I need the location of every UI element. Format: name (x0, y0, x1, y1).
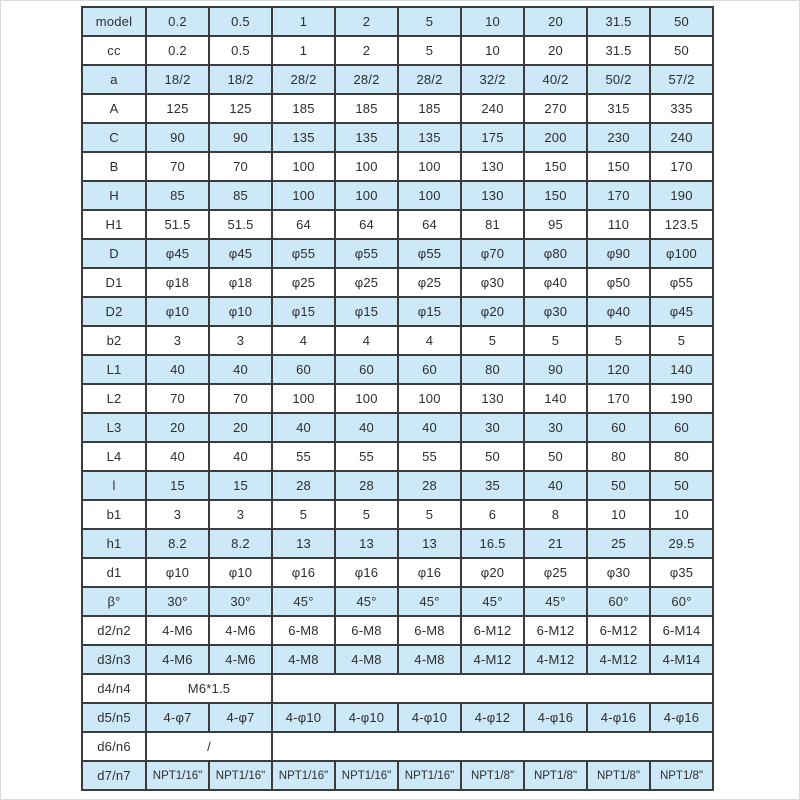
value-cell: 50 (524, 442, 587, 471)
value-cell: 90 (209, 123, 272, 152)
value-cell: φ18 (146, 268, 209, 297)
value-cell: 51.5 (146, 210, 209, 239)
table-row (82, 645, 713, 674)
value-cell: 40 (272, 413, 335, 442)
value-cell: 40/2 (524, 65, 587, 94)
value-cell: φ15 (335, 297, 398, 326)
table-row (82, 761, 713, 790)
value-cell: φ35 (650, 558, 713, 587)
table-row (82, 384, 713, 413)
value-cell: 70 (209, 384, 272, 413)
value-cell: 45° (461, 587, 524, 616)
value-cell: 50 (650, 471, 713, 500)
value-cell: 80 (587, 442, 650, 471)
row-label: d4/n4 (82, 674, 146, 703)
value-cell: 100 (335, 181, 398, 210)
row-label: A (82, 94, 146, 123)
value-cell: 4 (398, 326, 461, 355)
value-cell: φ25 (272, 268, 335, 297)
value-cell: 200 (524, 123, 587, 152)
value-cell: 40 (335, 413, 398, 442)
table-row (82, 94, 713, 123)
value-cell: 335 (650, 94, 713, 123)
value-cell: φ80 (524, 239, 587, 268)
row-label: l (82, 471, 146, 500)
value-cell: 4-M6 (146, 645, 209, 674)
row-label: d6/n6 (82, 732, 146, 761)
row-label: C (82, 123, 146, 152)
value-cell: 28/2 (335, 65, 398, 94)
row-label: b2 (82, 326, 146, 355)
spec-table (81, 6, 714, 791)
value-cell: φ18 (209, 268, 272, 297)
value-cell: 135 (335, 123, 398, 152)
row-label: β° (82, 587, 146, 616)
value-cell: 13 (272, 529, 335, 558)
value-cell: 4-φ16 (650, 703, 713, 732)
value-cell: φ10 (209, 558, 272, 587)
value-cell: φ55 (398, 239, 461, 268)
row-label: L2 (82, 384, 146, 413)
value-cell: 5 (650, 326, 713, 355)
row-label: L1 (82, 355, 146, 384)
value-cell: 185 (272, 94, 335, 123)
table-row (82, 413, 713, 442)
value-cell: φ15 (272, 297, 335, 326)
value-cell: 90 (146, 123, 209, 152)
value-cell: 28 (272, 471, 335, 500)
value-cell: 4-φ10 (335, 703, 398, 732)
value-cell: 50 (461, 442, 524, 471)
value-cell: 31.5 (587, 36, 650, 65)
table-row (82, 703, 713, 732)
value-cell: 135 (272, 123, 335, 152)
table-row (82, 210, 713, 239)
value-cell: 70 (146, 384, 209, 413)
table-row (82, 36, 713, 65)
value-cell: 45° (524, 587, 587, 616)
table-row (82, 616, 713, 645)
value-cell: 4-M8 (335, 645, 398, 674)
value-cell: 40 (524, 471, 587, 500)
value-cell: 100 (398, 152, 461, 181)
value-cell: 30 (461, 413, 524, 442)
value-cell: 45° (272, 587, 335, 616)
value-cell: 140 (524, 384, 587, 413)
value-cell: 50 (650, 36, 713, 65)
value-cell: 230 (587, 123, 650, 152)
value-cell: 6-M8 (335, 616, 398, 645)
value-cell: 10 (587, 500, 650, 529)
column-header: 5 (398, 7, 461, 36)
value-cell: 60 (398, 355, 461, 384)
value-cell: 10 (461, 36, 524, 65)
value-cell: 150 (587, 152, 650, 181)
value-cell: 60 (650, 413, 713, 442)
value-cell: 81 (461, 210, 524, 239)
value-cell: 175 (461, 123, 524, 152)
table-row (82, 500, 713, 529)
value-cell: 185 (335, 94, 398, 123)
value-cell: 5 (335, 500, 398, 529)
value-cell: 50 (587, 471, 650, 500)
value-cell: 45° (335, 587, 398, 616)
value-cell: 5 (524, 326, 587, 355)
value-cell: 190 (650, 384, 713, 413)
value-cell: 170 (650, 152, 713, 181)
value-cell: φ10 (146, 558, 209, 587)
value-cell: φ30 (524, 297, 587, 326)
value-cell: 100 (335, 384, 398, 413)
empty-cell (272, 732, 713, 761)
value-cell: φ20 (461, 558, 524, 587)
row-label: B (82, 152, 146, 181)
value-cell: 4-M6 (146, 616, 209, 645)
table-row (82, 239, 713, 268)
value-cell: 51.5 (209, 210, 272, 239)
value-cell: 3 (209, 500, 272, 529)
value-cell: 270 (524, 94, 587, 123)
value-cell: 8 (524, 500, 587, 529)
value-cell: 4-φ12 (461, 703, 524, 732)
value-cell: 40 (398, 413, 461, 442)
value-cell: φ45 (650, 297, 713, 326)
table-row (82, 152, 713, 181)
value-cell: 185 (398, 94, 461, 123)
row-label: L3 (82, 413, 146, 442)
value-cell: 28/2 (272, 65, 335, 94)
value-cell: 4-M12 (461, 645, 524, 674)
table-row (82, 674, 713, 703)
row-label: L4 (82, 442, 146, 471)
value-cell: NPT1/16" (398, 761, 461, 790)
value-cell: NPT1/8" (524, 761, 587, 790)
value-cell: 10 (650, 500, 713, 529)
value-cell: 4-M8 (398, 645, 461, 674)
value-cell: 123.5 (650, 210, 713, 239)
value-cell: 28/2 (398, 65, 461, 94)
table-body (82, 36, 713, 790)
value-cell: NPT1/16" (209, 761, 272, 790)
table-row (82, 529, 713, 558)
value-cell: 3 (209, 326, 272, 355)
value-cell: 100 (272, 181, 335, 210)
value-cell: φ10 (209, 297, 272, 326)
value-cell: 3 (146, 326, 209, 355)
value-cell: 30° (146, 587, 209, 616)
value-cell: 140 (650, 355, 713, 384)
value-cell: 130 (461, 152, 524, 181)
value-cell: φ40 (587, 297, 650, 326)
value-cell: 150 (524, 152, 587, 181)
value-cell: NPT1/8" (587, 761, 650, 790)
value-cell: 4-φ16 (524, 703, 587, 732)
value-cell: 28 (335, 471, 398, 500)
column-header: 50 (650, 7, 713, 36)
value-cell: 6-M12 (524, 616, 587, 645)
value-cell: 60 (587, 413, 650, 442)
row-label: d2/n2 (82, 616, 146, 645)
value-cell: 8.2 (209, 529, 272, 558)
row-label: D1 (82, 268, 146, 297)
table-row (82, 558, 713, 587)
value-cell: 150 (524, 181, 587, 210)
merged-value-cell: / (146, 732, 272, 761)
value-cell: 4-M8 (272, 645, 335, 674)
value-cell: φ70 (461, 239, 524, 268)
value-cell: 170 (587, 181, 650, 210)
value-cell: φ30 (587, 558, 650, 587)
value-cell: 4-φ16 (587, 703, 650, 732)
row-label: cc (82, 36, 146, 65)
value-cell: φ25 (398, 268, 461, 297)
value-cell: 55 (335, 442, 398, 471)
value-cell: φ45 (146, 239, 209, 268)
column-header: 10 (461, 7, 524, 36)
row-label: h1 (82, 529, 146, 558)
value-cell: 100 (398, 384, 461, 413)
value-cell: 100 (272, 152, 335, 181)
table-row (82, 442, 713, 471)
value-cell: 20 (209, 413, 272, 442)
value-cell: 2 (335, 36, 398, 65)
value-cell: 4-φ7 (209, 703, 272, 732)
value-cell: 85 (146, 181, 209, 210)
value-cell: φ45 (209, 239, 272, 268)
value-cell: 55 (398, 442, 461, 471)
value-cell: 80 (461, 355, 524, 384)
value-cell: 13 (398, 529, 461, 558)
value-cell: 4-φ10 (272, 703, 335, 732)
value-cell: φ20 (461, 297, 524, 326)
value-cell: 64 (398, 210, 461, 239)
value-cell: 90 (524, 355, 587, 384)
value-cell: 130 (461, 384, 524, 413)
value-cell: 4 (272, 326, 335, 355)
column-header: 31.5 (587, 7, 650, 36)
value-cell: 60° (650, 587, 713, 616)
value-cell: φ40 (524, 268, 587, 297)
value-cell: NPT1/16" (146, 761, 209, 790)
value-cell: φ55 (650, 268, 713, 297)
value-cell: φ25 (335, 268, 398, 297)
value-cell: 18/2 (209, 65, 272, 94)
value-cell: 70 (146, 152, 209, 181)
value-cell: φ15 (398, 297, 461, 326)
value-cell: 0.5 (209, 36, 272, 65)
value-cell: φ10 (146, 297, 209, 326)
value-cell: 40 (209, 442, 272, 471)
column-header: 1 (272, 7, 335, 36)
table-row (82, 326, 713, 355)
value-cell: 6-M12 (461, 616, 524, 645)
value-cell: 30 (524, 413, 587, 442)
value-cell: 40 (209, 355, 272, 384)
row-label: d1 (82, 558, 146, 587)
row-label: d3/n3 (82, 645, 146, 674)
value-cell: φ90 (587, 239, 650, 268)
table-row (82, 268, 713, 297)
value-cell: φ16 (272, 558, 335, 587)
value-cell: 70 (209, 152, 272, 181)
value-cell: 4-M6 (209, 645, 272, 674)
value-cell: 6-M8 (272, 616, 335, 645)
value-cell: 0.2 (146, 36, 209, 65)
value-cell: 40 (146, 355, 209, 384)
value-cell: 29.5 (650, 529, 713, 558)
row-label: H (82, 181, 146, 210)
value-cell: 95 (524, 210, 587, 239)
value-cell: φ16 (398, 558, 461, 587)
value-cell: 5 (461, 326, 524, 355)
value-cell: 6-M12 (587, 616, 650, 645)
table-row (82, 732, 713, 761)
value-cell: 100 (398, 181, 461, 210)
value-cell: 4-M12 (524, 645, 587, 674)
value-cell: 120 (587, 355, 650, 384)
value-cell: 8.2 (146, 529, 209, 558)
row-label: a (82, 65, 146, 94)
value-cell: 5 (398, 36, 461, 65)
value-cell: 20 (524, 36, 587, 65)
value-cell: φ100 (650, 239, 713, 268)
value-cell: 6-M14 (650, 616, 713, 645)
table-row (82, 587, 713, 616)
value-cell: 45° (398, 587, 461, 616)
value-cell: NPT1/8" (650, 761, 713, 790)
row-label: H1 (82, 210, 146, 239)
value-cell: 16.5 (461, 529, 524, 558)
value-cell: φ30 (461, 268, 524, 297)
empty-cell (272, 674, 713, 703)
table-row (82, 181, 713, 210)
value-cell: 170 (587, 384, 650, 413)
value-cell: 50/2 (587, 65, 650, 94)
value-cell: 4-φ10 (398, 703, 461, 732)
table-row (82, 471, 713, 500)
row-label: D2 (82, 297, 146, 326)
value-cell: 4-M6 (209, 616, 272, 645)
value-cell: 64 (272, 210, 335, 239)
row-label: b1 (82, 500, 146, 529)
table-row (82, 297, 713, 326)
value-cell: 5 (272, 500, 335, 529)
value-cell: 55 (272, 442, 335, 471)
value-cell: 1 (272, 36, 335, 65)
value-cell: 5 (398, 500, 461, 529)
value-cell: 30° (209, 587, 272, 616)
value-cell: 25 (587, 529, 650, 558)
value-cell: φ55 (335, 239, 398, 268)
value-cell: 28 (398, 471, 461, 500)
value-cell: 60 (272, 355, 335, 384)
value-cell: φ50 (587, 268, 650, 297)
value-cell: NPT1/16" (335, 761, 398, 790)
value-cell: NPT1/16" (272, 761, 335, 790)
value-cell: 135 (398, 123, 461, 152)
column-header: 0.2 (146, 7, 209, 36)
value-cell: 64 (335, 210, 398, 239)
merged-value-cell: M6*1.5 (146, 674, 272, 703)
column-header: 2 (335, 7, 398, 36)
value-cell: 110 (587, 210, 650, 239)
value-cell: 4-M12 (587, 645, 650, 674)
value-cell: 5 (587, 326, 650, 355)
value-cell: 125 (209, 94, 272, 123)
value-cell: 6-M8 (398, 616, 461, 645)
row-label: d5/n5 (82, 703, 146, 732)
value-cell: 240 (650, 123, 713, 152)
header-row (82, 7, 713, 36)
value-cell: φ16 (335, 558, 398, 587)
value-cell: 190 (650, 181, 713, 210)
value-cell: 21 (524, 529, 587, 558)
value-cell: 240 (461, 94, 524, 123)
value-cell: 4-M14 (650, 645, 713, 674)
header-model-cell: model (82, 7, 146, 36)
row-label: d7/n7 (82, 761, 146, 790)
table-row (82, 65, 713, 94)
table-row (82, 355, 713, 384)
value-cell: 32/2 (461, 65, 524, 94)
value-cell: 80 (650, 442, 713, 471)
value-cell: NPT1/8" (461, 761, 524, 790)
value-cell: 100 (272, 384, 335, 413)
column-header: 0.5 (209, 7, 272, 36)
value-cell: φ25 (524, 558, 587, 587)
row-label: D (82, 239, 146, 268)
value-cell: 4-φ7 (146, 703, 209, 732)
value-cell: φ55 (272, 239, 335, 268)
value-cell: 4 (335, 326, 398, 355)
value-cell: 57/2 (650, 65, 713, 94)
value-cell: 18/2 (146, 65, 209, 94)
value-cell: 35 (461, 471, 524, 500)
value-cell: 6 (461, 500, 524, 529)
value-cell: 60° (587, 587, 650, 616)
value-cell: 3 (146, 500, 209, 529)
value-cell: 20 (146, 413, 209, 442)
value-cell: 15 (146, 471, 209, 500)
value-cell: 100 (335, 152, 398, 181)
value-cell: 85 (209, 181, 272, 210)
table-row (82, 123, 713, 152)
value-cell: 13 (335, 529, 398, 558)
value-cell: 60 (335, 355, 398, 384)
value-cell: 130 (461, 181, 524, 210)
value-cell: 40 (146, 442, 209, 471)
value-cell: 125 (146, 94, 209, 123)
column-header: 20 (524, 7, 587, 36)
value-cell: 315 (587, 94, 650, 123)
value-cell: 15 (209, 471, 272, 500)
